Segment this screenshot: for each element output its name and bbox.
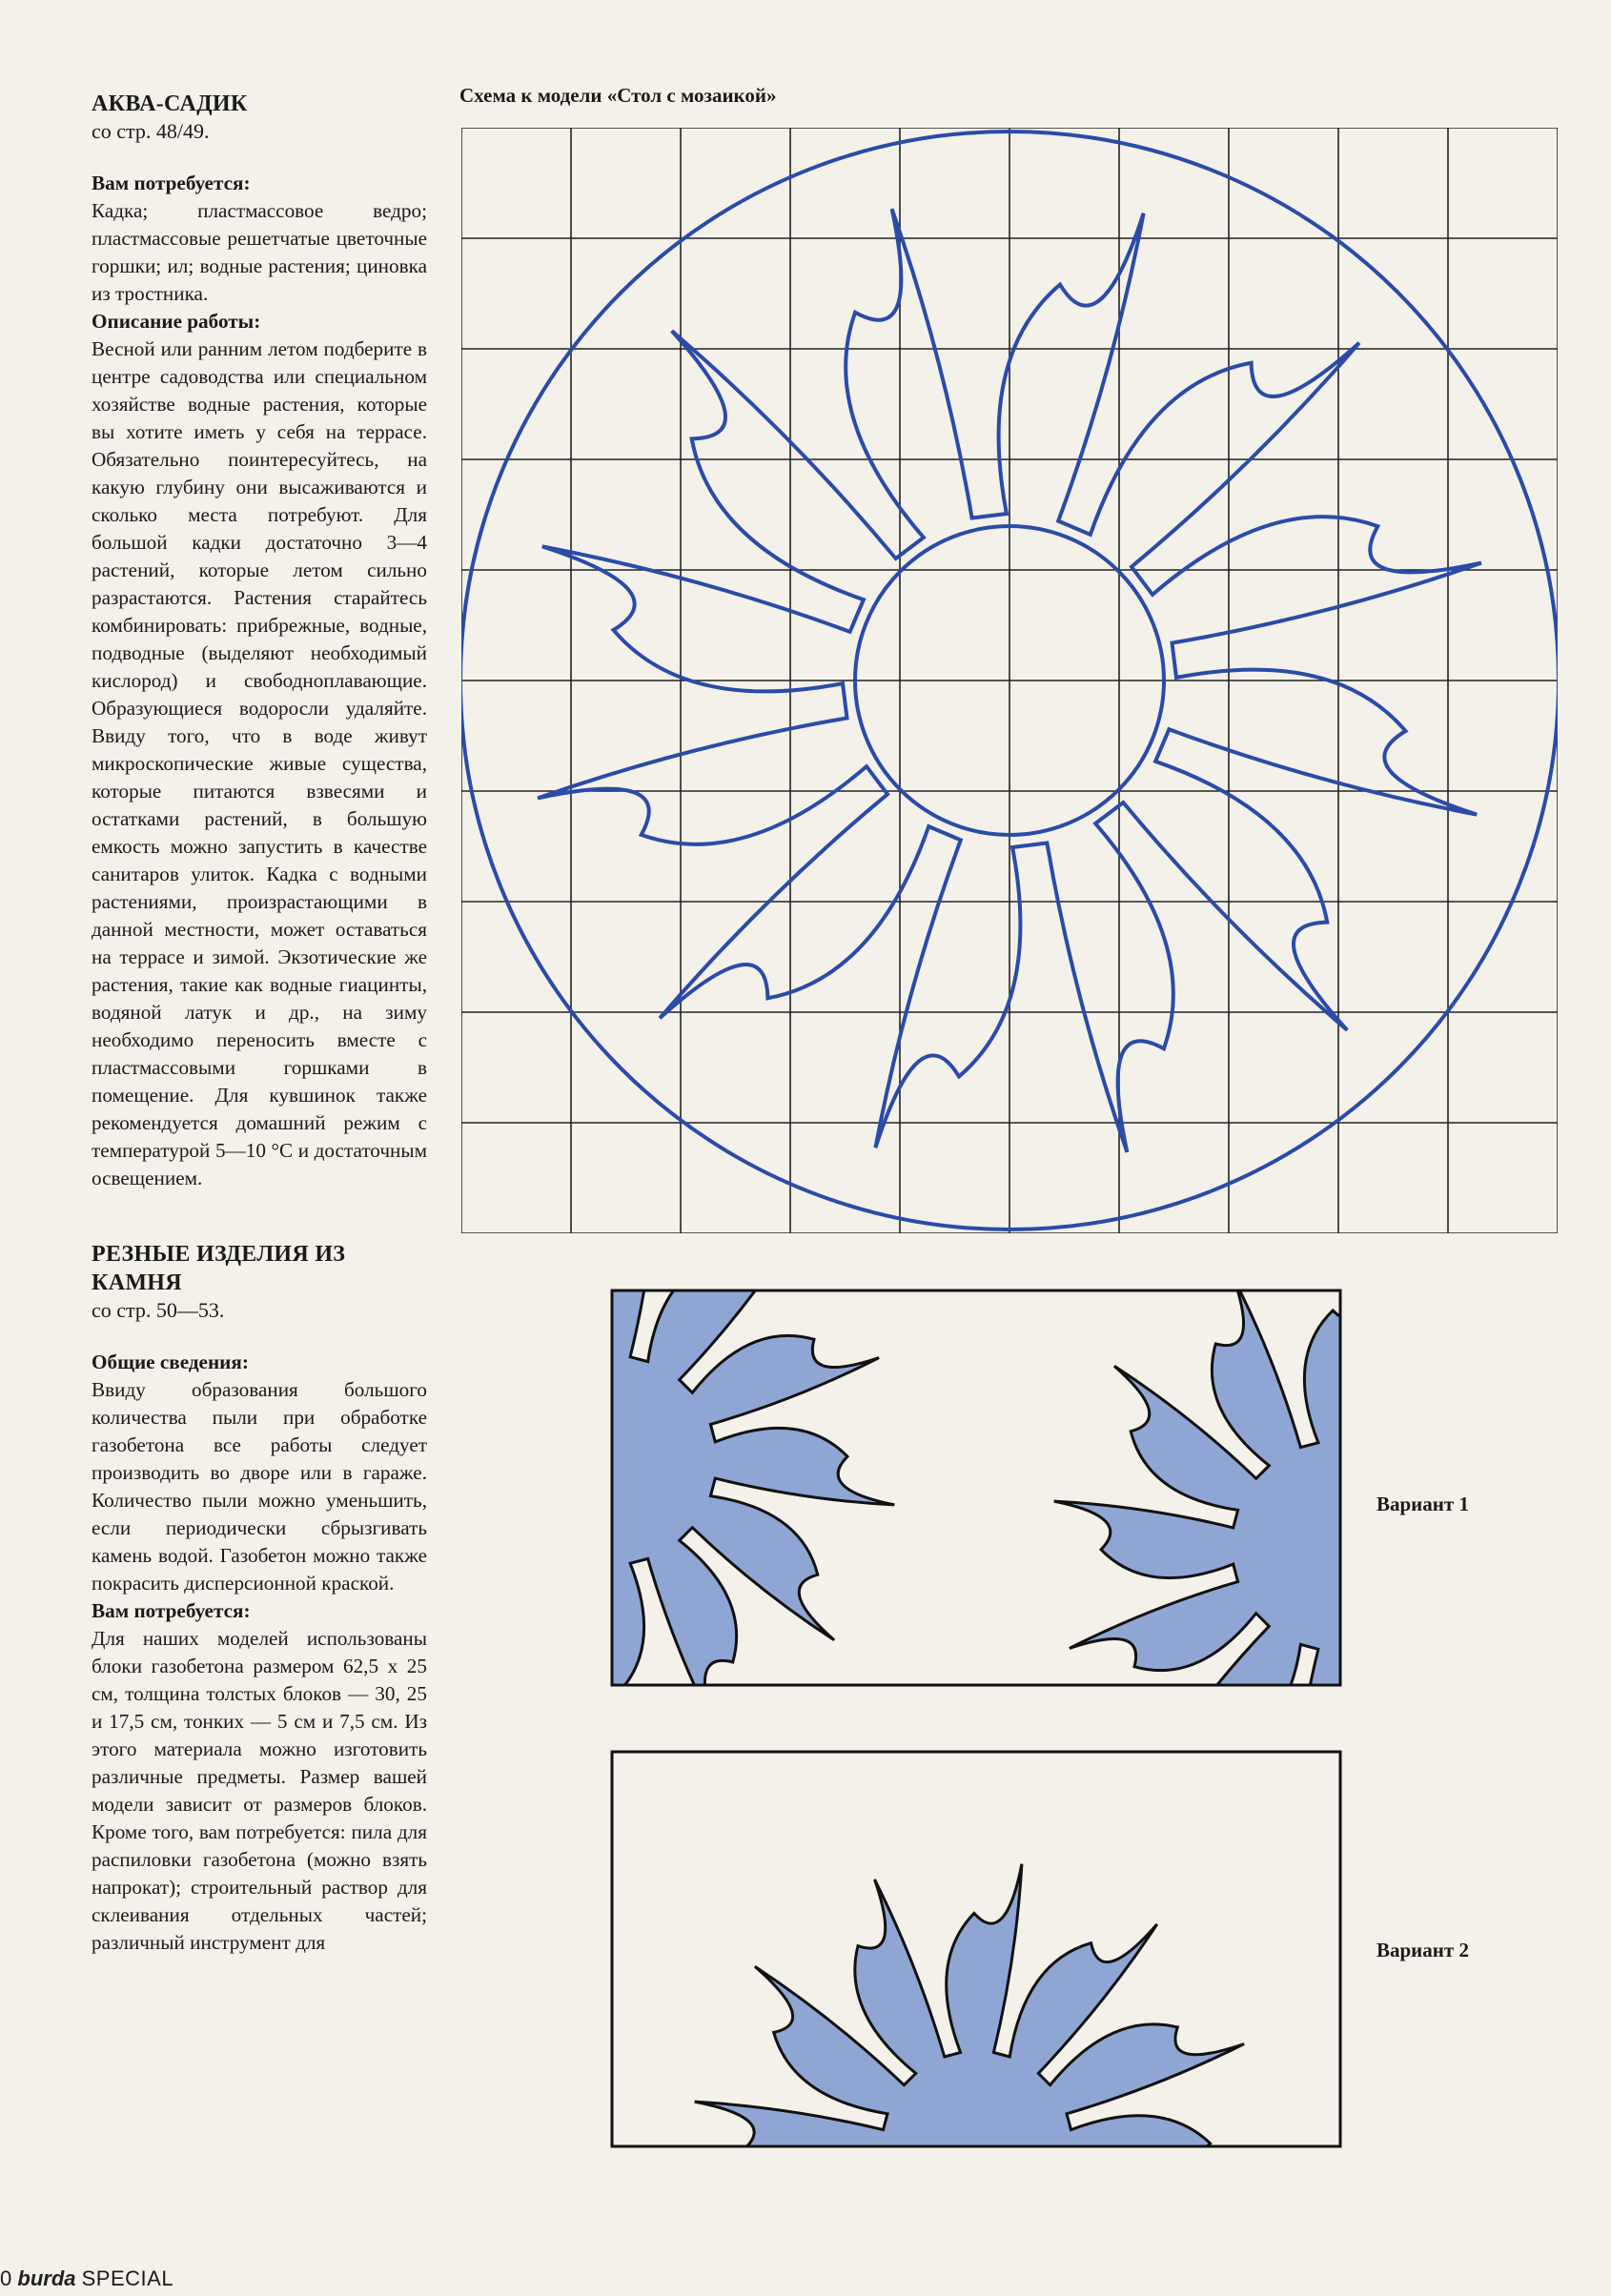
- brand-logo: burda: [17, 2266, 76, 2290]
- half-sun-right: [1054, 1289, 1344, 1689]
- variant-1-label: Вариант 1: [1376, 1493, 1469, 1515]
- half-sun-bottom: [695, 1864, 1260, 2150]
- variant-2-diagram: [610, 1750, 1344, 2150]
- page-number: 0: [0, 2266, 12, 2290]
- section-page-ref: со стр. 48/49.: [92, 119, 210, 143]
- variant-2-label: Вариант 2: [1376, 1939, 1469, 1961]
- page-footer: [0, 2266, 173, 2291]
- section-page-ref: со стр. 50—53.: [92, 1298, 225, 1322]
- section-title: АКВА-САДИК: [92, 91, 248, 116]
- paragraph: Для наших моделей использованы блоки газобетона размером 62,5 x 25 см, толщина толстых блоков — 30, 25 и 17,5 см, тонких — 5 см и 7,5 см. Из этого материала можно изготовить различные предметы. Размер вашей модели зависит от размеров блоков. Кроме того, вам потребуется: пила для распиловки газобетона (можно взять напрокат); строительный раствор для склеивания отдельных частей; различный инструмент для: [92, 1627, 427, 1954]
- paragraph: Весной или ранним летом подберите в центре садоводства или специальном хозяйстве водные растения, которые вы хотите иметь у себя на террасе. Обязательно поинтересуйтесь, на какую глубину они высаживаются и сколько места потребуют. Для большой кадки достаточно 3—4 растений, которые летом сильно разрастаются. Растения старайтесь комбинировать: прибрежные, водные, подводные (выделяют необходимый кислород) и свободноплавающие. Образующиеся водоросли удаляйте. Ввиду того, что в воде живут микроскопические живые существа, которые питаются взвесями и остатками растений, в большую емкость можно запустить в качестве санитаров улиток. Кадка с водными растениями, произрастающими в данной местности, может оставаться на террасе и зимой. Экзотические же растения, такие как водные гиацинты, водяной латук и др., на зиму необходимо переносить вместе с пластмассовыми горшками в помещение. Для кувшинок также рекомендуется домашний режим с температурой 5—10 °C и достаточным освещением.: [92, 337, 427, 1189]
- subheading: Вам потребуется:: [92, 172, 251, 194]
- left-text-column: [92, 90, 427, 1957]
- paragraph: Кадка; пластмассовое ведро; пластмассовые решетчатые цветочные горшки; ил; водные растения; циновка из тростника.: [92, 199, 427, 305]
- subheading: Вам потребуется:: [92, 1599, 251, 1622]
- variant-1-diagram: [610, 1289, 1344, 1689]
- mosaic-grid-scheme: [461, 128, 1558, 1233]
- subheading: Описание работы:: [92, 310, 261, 333]
- subheading: Общие сведения:: [92, 1351, 249, 1373]
- scheme-title: Схема к модели «Стол с мозаикой»: [459, 84, 777, 107]
- edition-label: SPECIAL: [81, 2266, 174, 2290]
- grid-lines: [461, 128, 1558, 1233]
- section-title: РЕЗНЫЕ ИЗДЕЛИЯ ИЗ КАМНЯ: [92, 1242, 346, 1295]
- quarter-sun-left: [610, 1289, 894, 1689]
- paragraph: Ввиду образования большого количества пыли при обработке газобетона все работы следует производить во дворе или в гараже. Количество пыли можно уменьшить, если периодически сбрызгивать камень водой. Газобетон можно также покрасить дисперсионной краской.: [92, 1378, 427, 1595]
